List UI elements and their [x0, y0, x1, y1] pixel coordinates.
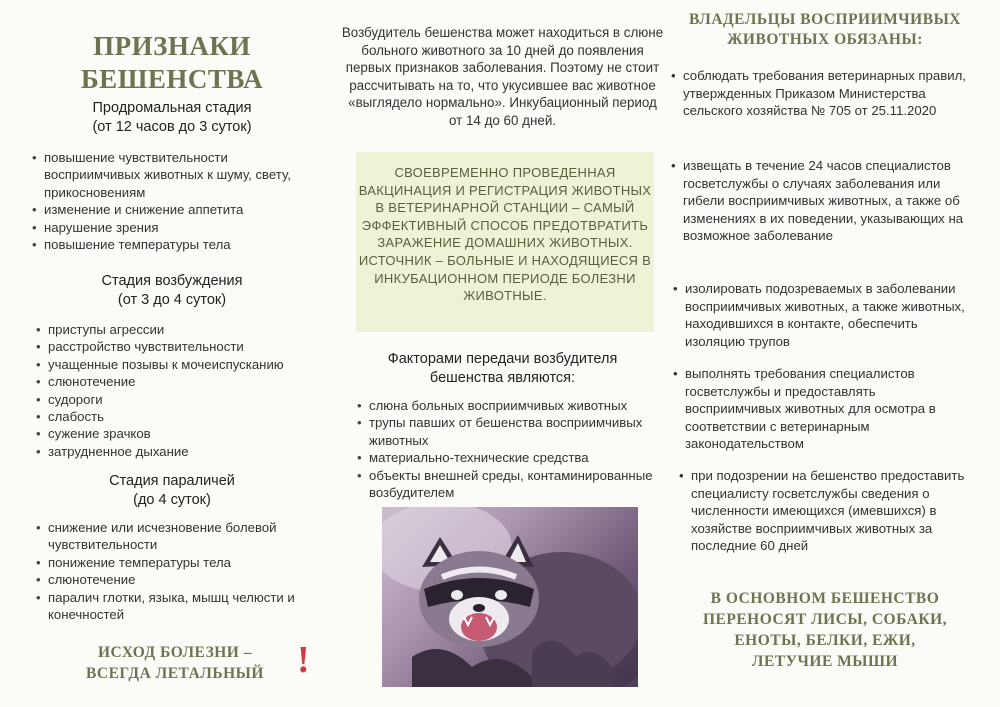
list-item: • повышение чувствительности восприимчивых животных к шуму, свету, прикосновениям [32, 149, 302, 201]
left-column [22, 0, 322, 707]
list-item: • слабость [36, 408, 326, 425]
list-item: • слюнотечение [36, 571, 318, 588]
stage-heading-paralysis: Стадия параличей (до 4 суток) [109, 473, 235, 508]
main-title: ПРИЗНАКИ БЕШЕНСТВА [80, 31, 264, 94]
duty-item: • соблюдать требования ветеринарных правил, утвержденных Приказом Министерства сельского хозяйства № 705 от 25.11.2020 [671, 68, 966, 118]
stage-heading-excitation: Стадия возбуждения (от 3 до 4 суток) [101, 273, 243, 308]
list-item: • объекты внешней среды, контаминированные возбудителем [357, 467, 662, 502]
list-item: • судороги [36, 391, 326, 408]
duty-item: • извещать в течение 24 часов специалистов госветслужбы о случаях заболевания или гибели восприимчивых животных, а также об изменениях в их поведении, указывающих на возможное заболевание [671, 158, 964, 243]
raccoon-photo [382, 507, 638, 687]
stage-heading-prodromal: Продромальная стадия (от 12 часов до 3 суток) [92, 100, 252, 135]
factors-list [357, 397, 662, 501]
list-item: • снижение или исчезновение болевой чувствительности [36, 519, 318, 554]
list-item: • слюнотечение [36, 373, 326, 390]
list-item: • повышение температуры тела [32, 236, 302, 253]
paralysis-symptoms-list [36, 519, 318, 623]
list-item: • приступы агрессии [36, 321, 326, 338]
outcome-text: ИСХОД БОЛЕЗНИ – ВСЕГДА ЛЕТАЛЬНЫЙ [86, 644, 264, 682]
excitation-symptoms-list [36, 321, 326, 460]
list-item: • учащенные позывы к мочеиспусканию [36, 356, 326, 373]
duty-item: • изолировать подозреваемых в заболевании восприимчивых животных, а также животных, находившихся в контакте, обеспечить изоляцию трупов [673, 281, 965, 349]
raccoon-illustration [382, 507, 638, 687]
list-item: • понижение температуры тела [36, 554, 318, 571]
list-item: • изменение и снижение аппетита [32, 201, 302, 218]
right-column [665, 0, 985, 707]
duty-item: • выполнять требования специалистов госветслужбы и предоставлять восприимчивых животных для осмотра в соответствии с ветеринарным законодательством [673, 366, 936, 451]
duty-item: • при подозрении на бешенство предоставить специалисту госветслужбы сведения о численности имеющихся (имевшихся) в хозяйстве восприимчивых животных за последние 60 дней [679, 468, 965, 553]
list-item: • расстройство чувствительности [36, 338, 326, 355]
list-item: • затрудненное дыхание [36, 443, 326, 460]
intro-paragraph: Возбудитель бешенства может находиться в слюне больного животного за 10 дней до появления первых признаков заболевания. Поэтому не стоит рассчитывать на то, что укусившее вас животное «выглядело нормально». Инкубационный период от 14 до 60 дней. [341, 25, 664, 128]
list-item: • паралич глотки, языка, мышц челюсти и конечностей [36, 589, 318, 624]
prodromal-symptoms-list [32, 149, 302, 253]
list-item: • материально-технические средства [357, 449, 662, 466]
highlight-text: СВОЕВРЕМЕННО ПРОВЕДЕННАЯ ВАКЦИНАЦИЯ И РЕГИСТРАЦИЯ ЖИВОТНЫХ В ВЕТЕРИНАРНОЙ СТАНЦИИ – САМЫЙ ЭФФЕКТИВНЫЙ СПОСОБ ПРЕДОТВРАТИТЬ ЗАРАЖЕНИЕ ДОМАШНИХ ЖИВОТНЫХ. ИСТОЧНИК – БОЛЬНЫЕ И НАХОДЯЩИЕСЯ В ИНКУБАЦИОННОМ ПЕРИОДЕ БОЛЕЗНИ ЖИВОТНЫЕ. [358, 165, 652, 304]
middle-column [340, 0, 665, 707]
exclamation-mark-icon: ! [297, 639, 310, 681]
list-item: • нарушение зрения [32, 219, 302, 236]
list-item: • слюна больных восприимчивых животных [357, 397, 662, 414]
owners-heading: ВЛАДЕЛЬЦЫ ВОСПРИИМЧИВЫХ ЖИВОТНЫХ ОБЯЗАНЫ: [689, 11, 961, 48]
list-item: • сужение зрачков [36, 425, 326, 442]
factors-heading: Факторами передачи возбудителя бешенства являются: [387, 351, 618, 386]
carriers-note: В ОСНОВНОМ БЕШЕНСТВО ПЕРЕНОСЯТ ЛИСЫ, СОБАКИ, ЕНОТЫ, БЕЛКИ, ЕЖИ, ЛЕТУЧИЕ МЫШИ [702, 590, 948, 670]
list-item: • трупы павших от бешенства восприимчивых животных [357, 414, 662, 449]
